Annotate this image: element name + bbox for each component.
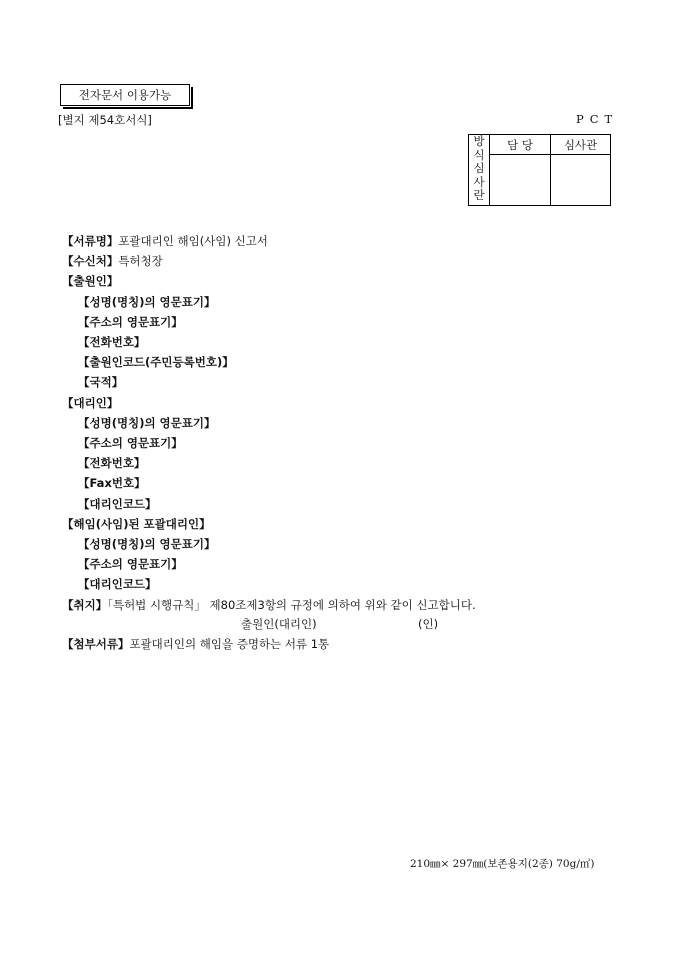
field-key: 【수신처】: [62, 254, 119, 269]
signature-seal: (인): [418, 617, 439, 631]
field-key: 【주소의 영문표기】: [78, 557, 183, 572]
form-line: [78, 496, 157, 512]
field-key: 【주소의 영문표기】: [78, 436, 183, 450]
review-side-char: 식: [473, 147, 485, 162]
field-value: 「특허법 시행규칙」 제80조제3항의 규정에 의하여 위와 같이 신고합니다.: [107, 597, 476, 612]
field-key: 【대리인코드】: [78, 577, 157, 592]
attachment-line: [62, 636, 329, 652]
form-line: [62, 233, 268, 249]
field-key: 【출원인코드(주민등록번호)】: [78, 355, 234, 370]
field-key: 【서류명】: [62, 234, 119, 248]
form-line: [62, 253, 163, 269]
form-line: [78, 314, 183, 330]
field-key: 【출원인】: [62, 274, 119, 289]
form-line: [62, 597, 476, 613]
review-col-examiner: 심사관: [551, 135, 611, 155]
field-key: 【Fax번호】: [78, 476, 146, 491]
form-line: [78, 354, 234, 370]
field-key: 【전화번호】: [78, 456, 146, 471]
field-key: 【대리인】: [62, 395, 119, 410]
field-key: 【성명(명칭)의 영문표기】: [78, 537, 216, 551]
field-key: 【성명(명칭)의 영문표기】: [78, 415, 216, 430]
form-line: [78, 435, 183, 451]
form-line: [78, 475, 146, 491]
signature-applicant: 출원인(대리인): [241, 617, 317, 631]
field-key: 【국적】: [78, 375, 124, 390]
attachment-value: 포괄대리인의 해임을 증명하는 서류 1통: [129, 637, 330, 651]
attachment-key: 【첨부서류】: [62, 637, 130, 651]
form-line: [78, 415, 216, 431]
paper-spec: 210㎜× 297㎜(보존용지(2종) 70g/㎡): [410, 858, 595, 870]
field-key: 【전화번호】: [78, 335, 146, 349]
electronic-document-badge: 전자문서 이용가능: [60, 84, 190, 106]
form-line: [78, 536, 216, 552]
form-line: [78, 334, 145, 350]
field-key: 【성명(명칭)의 영문표기】: [78, 294, 216, 309]
form-number: [별지 제54호서식]: [58, 113, 152, 127]
field-value: 포괄대리인 해임(사임) 신고서: [118, 234, 268, 248]
review-side-char: 심: [473, 161, 485, 175]
review-examiner-cell[interactable]: [551, 155, 611, 206]
form-line: [62, 395, 118, 411]
form-line: [62, 516, 211, 532]
field-key: 【대리인코드】: [78, 496, 157, 511]
review-col-staff: 담 당: [490, 135, 551, 155]
form-line: [78, 576, 157, 592]
review-side-label: [469, 135, 490, 206]
field-key: 【취지】: [62, 597, 108, 612]
field-value: 특허청장: [118, 254, 163, 269]
field-key: 【주소의 영문표기】: [78, 314, 183, 329]
field-key: 【해임(사임)된 포괄대리인】: [62, 516, 211, 531]
review-box: [468, 134, 611, 206]
review-staff-cell[interactable]: [490, 155, 551, 206]
form-line: [78, 374, 123, 390]
review-side-char: 방: [473, 134, 485, 148]
form-line: [62, 273, 118, 289]
form-line: [78, 294, 216, 310]
pct-label: PCT: [576, 112, 619, 126]
form-line: [78, 455, 145, 471]
review-side-char: 사: [473, 174, 485, 189]
form-line: [78, 556, 183, 572]
review-side-char: 란: [473, 188, 485, 202]
